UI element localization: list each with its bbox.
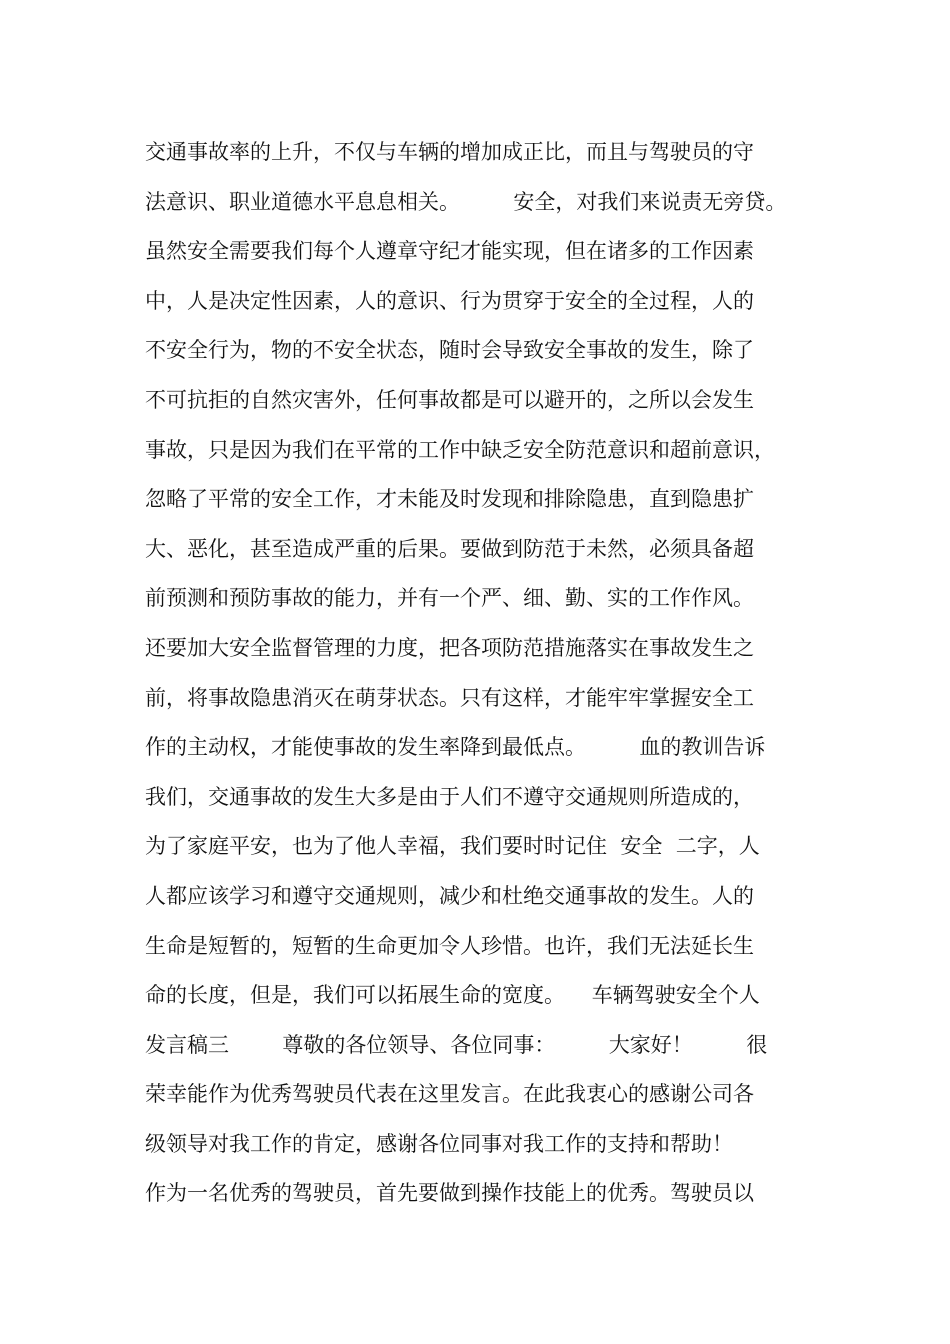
text-line: 生命是短暂的，短暂的生命更加令人珍惜。也许，我们无法延长生	[145, 933, 754, 958]
text-line: 交通事故率的上升，不仅与车辆的增加成正比，而且与驾驶员的守	[145, 140, 754, 164]
text-line: 级领导对我工作的肯定，感谢各位同事对我工作的支持和帮助！	[145, 1131, 733, 1156]
text-line: 前，将事故隐患消灭在萌芽状态。只有这样，才能牢牢掌握安全工	[145, 685, 754, 710]
text-line: 发言稿三 尊敬的各位领导、各位同事： 大家好！ 很	[145, 1032, 768, 1057]
text-line: 事故，只是因为我们在平常的工作中缺乏安全防范意识和超前意识，	[145, 437, 775, 462]
text-line: 作的主动权，才能使事故的发生率降到最低点。 血的教训告诉	[145, 735, 766, 760]
text-line: 荣幸能作为优秀驾驶员代表在这里发言。在此我衷心的感谢公司各	[145, 1082, 754, 1107]
text-line: 为了家庭平安，也为了他人幸福，我们要时时记住 安全 二字，人	[145, 834, 760, 859]
text-line: 不安全行为，物的不安全状态，随时会导致安全事故的发生，除了	[145, 338, 754, 363]
text-line: 我们，交通事故的发生大多是由于人们不遵守交通规则所造成的，	[145, 784, 754, 809]
text-line: 人都应该学习和遵守交通规则，减少和杜绝交通事故的发生。人的	[145, 883, 754, 908]
text-line: 忽略了平常的安全工作，才未能及时发现和排除隐患，直到隐患扩	[145, 487, 754, 512]
text-line: 中，人是决定性因素，人的意识、行为贯穿于安全的全过程，人的	[145, 288, 754, 313]
text-line: 大、恶化，甚至造成严重的后果。要做到防范于未然，必须具备超	[145, 536, 754, 561]
text-line: 虽然安全需要我们每个人遵章守纪才能实现，但在诸多的工作因素	[145, 239, 754, 264]
text-line: 还要加大安全监督管理的力度，把各项防范措施落实在事故发生之	[145, 635, 754, 660]
text-line: 不可抗拒的自然灾害外，任何事故都是可以避开的，之所以会发生	[145, 387, 754, 412]
text-line: 前预测和预防事故的能力，并有一个严、细、勤、实的工作作风。	[145, 586, 754, 611]
text-line: 作为一名优秀的驾驶员，首先要做到操作技能上的优秀。驾驶员以	[145, 1181, 754, 1206]
text-line: 命的长度，但是，我们可以拓展生命的宽度。 车辆驾驶安全个人	[145, 983, 760, 1008]
text-line: 法意识、职业道德水平息息相关。 安全，对我们来说责无旁贷。	[145, 189, 787, 214]
document-body	[145, 128, 825, 1219]
